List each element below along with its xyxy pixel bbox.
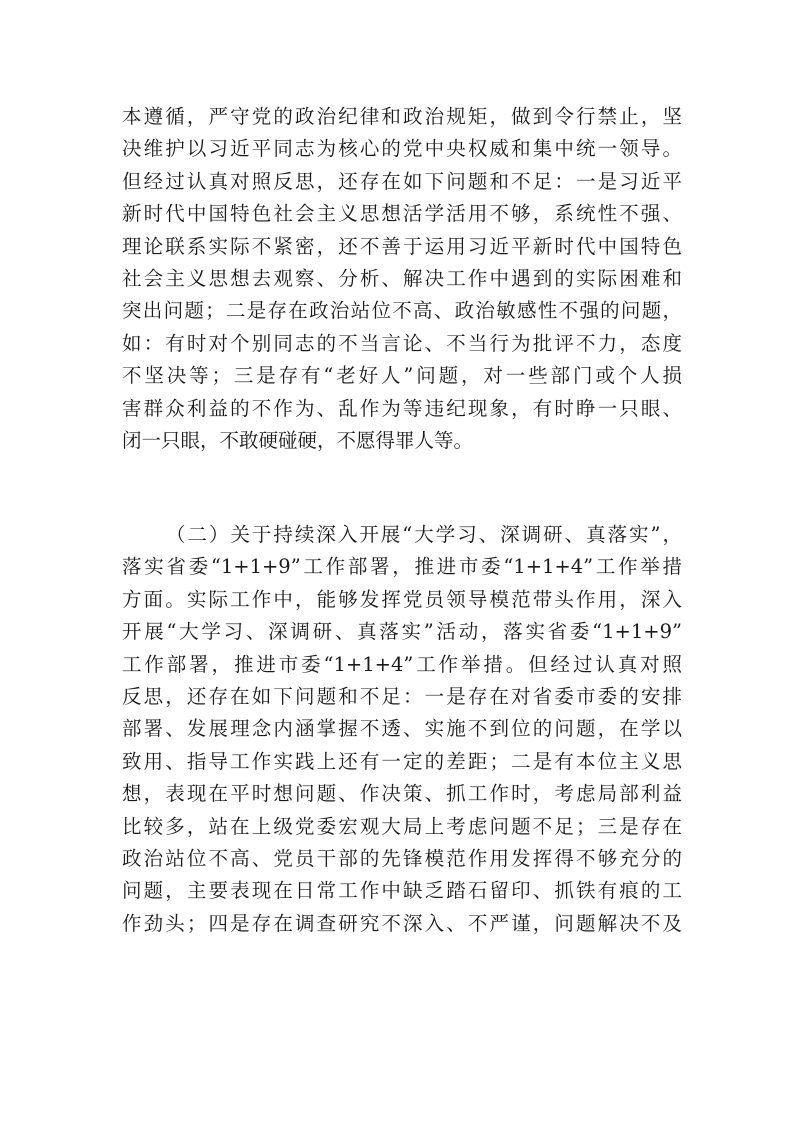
text-line: 致用、指导工作实践上还有一定的差距；二是有本位主义思: [122, 749, 682, 773]
text-line: 害群众利益的不作为、乱作为等违纪现象，有时睁一只眼、: [122, 396, 682, 420]
text-line: 理论联系实际不紧密，还不善于运用习近平新时代中国特色: [122, 234, 682, 258]
text-line: 开展“大学习、深调研、真落实”活动，落实省委“1+1+9”: [122, 620, 682, 644]
text-line: 新时代中国特色社会主义思想活学活用不够，系统性不强、: [122, 202, 682, 226]
text-line: 作劲头；四是存在调查研究不深入、不严谨，问题解决不及: [122, 911, 682, 935]
text-line: 突出问题；二是存在政治站位不高、政治敏感性不强的问题，: [122, 299, 682, 323]
text-line: 方面。实际工作中，能够发挥党员领导模范带头作用，深入: [122, 587, 682, 611]
text-line: 政治站位不高、党员干部的先锋模范作用发挥得不够充分的: [122, 846, 682, 870]
text-line: 想，表现在平时想问题、作决策、抓工作时，考虑局部利益: [122, 782, 682, 806]
text-line: 比较多，站在上级党委宏观大局上考虑问题不足；三是存在: [122, 814, 682, 838]
paragraph-1: [122, 101, 682, 457]
text-line: 不坚决等；三是存有“老好人”问题，对一些部门或个人损: [122, 364, 682, 388]
section-heading-line: （二）关于持续深入开展“大学习、深调研、真落实”，: [166, 523, 682, 546]
text-line: 本遵循，严守党的政治纪律和政治规矩，做到令行禁止，坚: [122, 105, 682, 128]
text-line: 反思，还存在如下问题和不足：一是存在对省委市委的安排: [122, 684, 682, 708]
text-line: 如：有时对个别同志的不当言论、不当行为批评不力，态度: [122, 331, 682, 355]
text-line: 工作部署，推进市委“1+1+4”工作举措。但经过认真对照: [122, 652, 682, 676]
text-line: 落实省委“1+1+9”工作部署，推进市委“1+1+4”工作举措: [122, 555, 682, 579]
text-line: 决维护以习近平同志为核心的党中央权威和集中统一领导。: [122, 137, 682, 161]
text-line: 问题，主要表现在日常工作中缺乏踏石留印、抓铁有痕的工: [122, 879, 682, 903]
text-line: 部署、发展理念内涵掌握不透、实施不到位的问题，在学以: [122, 717, 682, 741]
text-line: 闭一只眼，不敢硬碰硬，不愿得罪人等。: [122, 428, 474, 452]
paragraph-2: [122, 519, 682, 940]
text-line: 社会主义思想去观察、分析、解决工作中遇到的实际困难和: [122, 266, 682, 290]
text-line: 但经过认真对照反思，还存在如下问题和不足：一是习近平: [122, 169, 682, 193]
